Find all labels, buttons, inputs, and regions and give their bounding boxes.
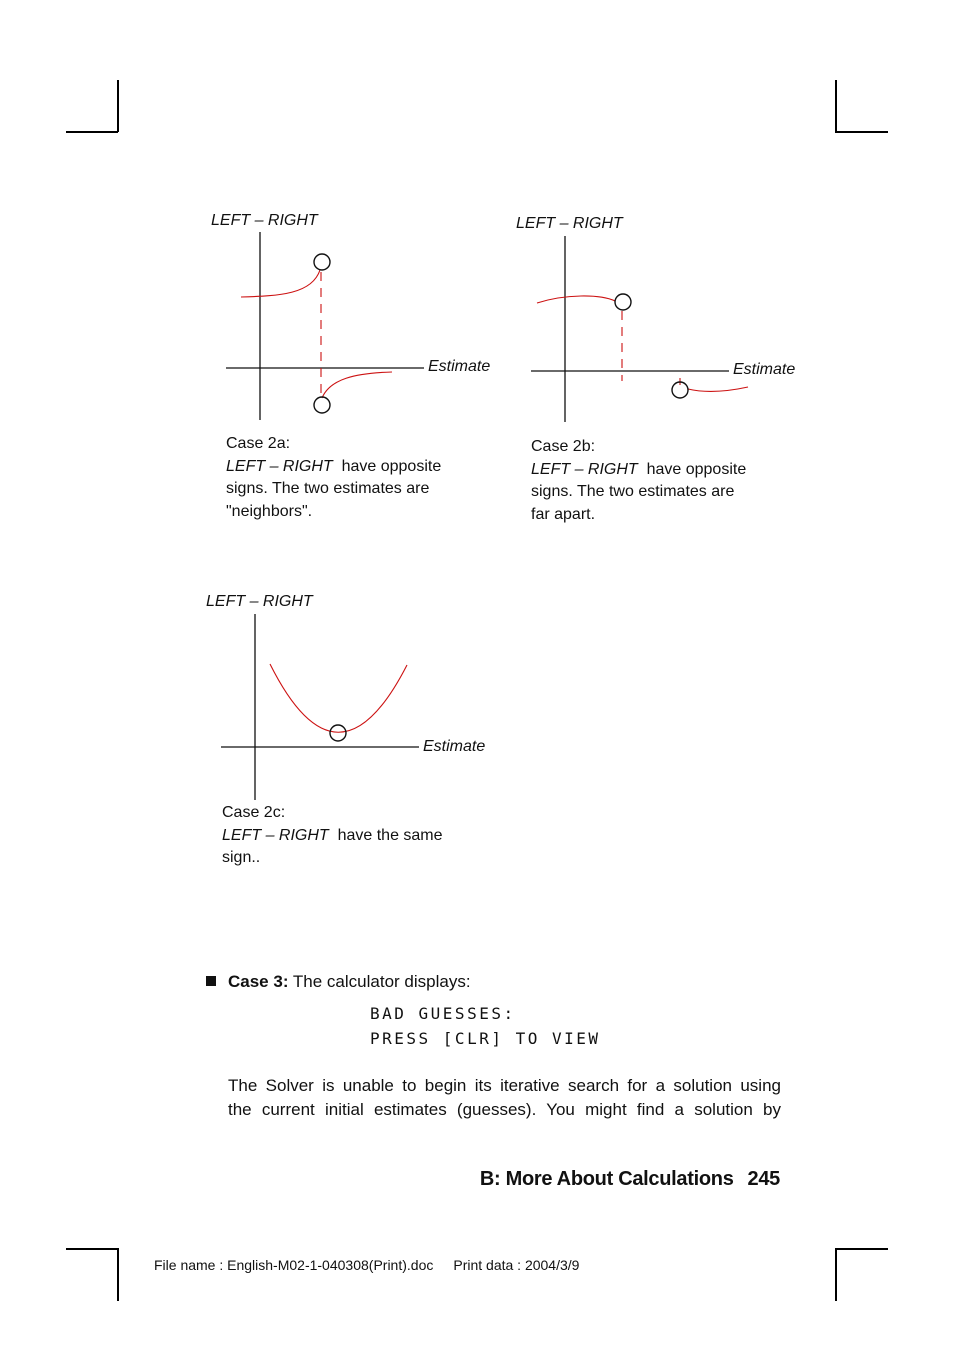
case-2a-caption-text-1: have opposite — [341, 457, 442, 475]
case-2b-y-axis-label: LEFT – RIGHT — [516, 215, 623, 232]
case-2c-x-axis-label: Estimate — [423, 738, 486, 755]
case-2b-caption-line-3: far apart. — [531, 505, 596, 523]
case-2b-graph — [531, 236, 748, 422]
file-name: File name : English-M02-1-040308(Print).doc — [154, 1257, 434, 1273]
case-3-paragraph-line-2: the current initial estimates (guesses). You might find a solution by — [228, 1100, 781, 1119]
case-2b-caption — [531, 436, 746, 526]
case-2c-graph — [221, 614, 419, 800]
case-2c-y-axis-label: LEFT – RIGHT — [206, 593, 313, 610]
print-file-info — [154, 1257, 579, 1273]
case-3-paragraph-line-1: The Solver is unable to begin its iterative search for a solution using — [228, 1076, 781, 1095]
case-2c-caption-expr: LEFT – RIGHT — [222, 826, 329, 844]
print-date: Print data : 2004/3/9 — [453, 1257, 580, 1273]
square-bullet-icon — [206, 976, 216, 986]
case-2a-caption — [226, 433, 441, 523]
case-2a-caption-expr: LEFT – RIGHT — [226, 457, 333, 475]
case-3-bullet — [206, 972, 471, 992]
running-footer — [480, 1168, 780, 1191]
case-2b-upper-estimate-circle — [615, 294, 631, 310]
case-2a-caption-line-2: signs. The two estimates are — [226, 480, 430, 497]
case-2a-graph — [226, 232, 424, 420]
case-2b-lower-curve — [688, 387, 748, 391]
case-2c-caption-title: Case 2c: — [222, 804, 286, 821]
case-3-label: Case 3: — [228, 972, 289, 991]
case-2a-y-axis-label: LEFT – RIGHT — [211, 212, 318, 229]
case-2c-estimate-circle — [330, 725, 346, 741]
case-2a-upper-estimate-circle — [314, 254, 330, 270]
calculator-display-line-1: BAD GUESSES: — [370, 1004, 516, 1023]
case-3-text: The calculator displays: — [292, 972, 471, 991]
case-2a-lower-estimate-circle — [314, 397, 330, 413]
case-2b-caption-text-1: have opposite — [646, 460, 747, 478]
case-2c-parabola — [270, 664, 407, 732]
case-2a-x-axis-label: Estimate — [428, 358, 491, 375]
case-2c-caption — [222, 802, 443, 870]
case-2b-caption-expr: LEFT – RIGHT — [531, 460, 638, 478]
case-2b-upper-curve — [537, 296, 615, 303]
case-2c-caption-line-2: sign.. — [222, 849, 261, 866]
case-2c-caption-text-1: have the same — [337, 826, 443, 844]
calculator-display-line-2: PRESS [CLR] TO VIEW — [370, 1029, 601, 1048]
case-2a-upper-curve — [241, 270, 320, 297]
case-2b-caption-line-2: signs. The two estimates are — [531, 483, 735, 500]
case-2a-lower-curve — [322, 372, 392, 398]
section-title: B: More About Calculations — [479, 1168, 734, 1190]
case-2b-x-axis-label: Estimate — [733, 361, 796, 378]
page-number: 245 — [747, 1168, 780, 1190]
case-2a-caption-title: Case 2a: — [226, 435, 291, 452]
case-2c-caption-line-1 — [222, 825, 443, 848]
case-2a-caption-line-3: "neighbors". — [226, 502, 313, 520]
case-2a-caption-line-1 — [226, 456, 441, 479]
case-2b-caption-line-1 — [531, 459, 746, 482]
case-2b-caption-title: Case 2b: — [531, 438, 596, 455]
